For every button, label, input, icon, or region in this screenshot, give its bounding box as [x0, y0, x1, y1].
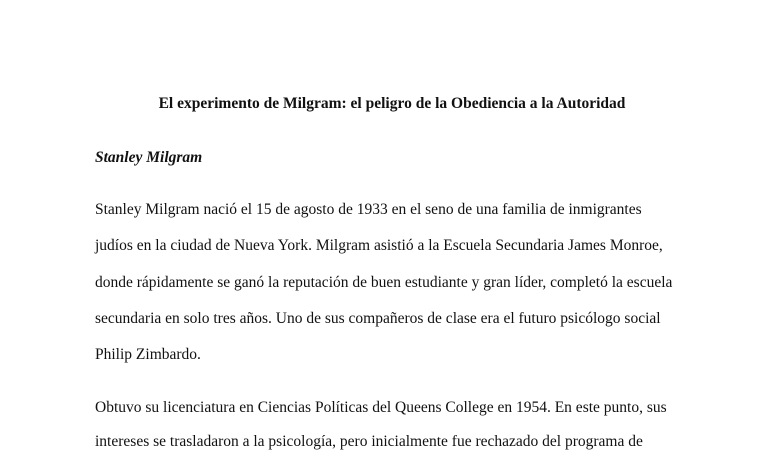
paragraph-2-line-2: intereses se trasladaron a la psicología, pero inicialmente fue rechazado del programa de: [95, 433, 643, 450]
section-heading: Stanley Milgram: [95, 149, 203, 166]
paragraph-1-line-1: Stanley Milgram nació el 15 de agosto de 1933 en el seno de una familia de inmigrantes: [95, 201, 642, 218]
paragraph-1-line-3: donde rápidamente se ganó la reputación de buen estudiante y gran líder, completó la escuela: [95, 274, 673, 291]
paragraph-1-line-5: Philip Zimbardo.: [95, 346, 201, 363]
paragraph-1-line-4: secundaria en solo tres años. Uno de sus compañeros de clase era el futuro psicólogo social: [95, 310, 661, 327]
document-title: El experimento de Milgram: el peligro de la Obediencia a la Autoridad: [158, 95, 626, 112]
paragraph-1-line-2: judíos en la ciudad de Nueva York. Milgram asistió a la Escuela Secundaria James Monroe,: [95, 237, 663, 254]
paragraph-2-line-1: Obtuvo su licenciatura en Ciencias Políticas del Queens College en 1954. En este punto, sus: [95, 399, 667, 416]
